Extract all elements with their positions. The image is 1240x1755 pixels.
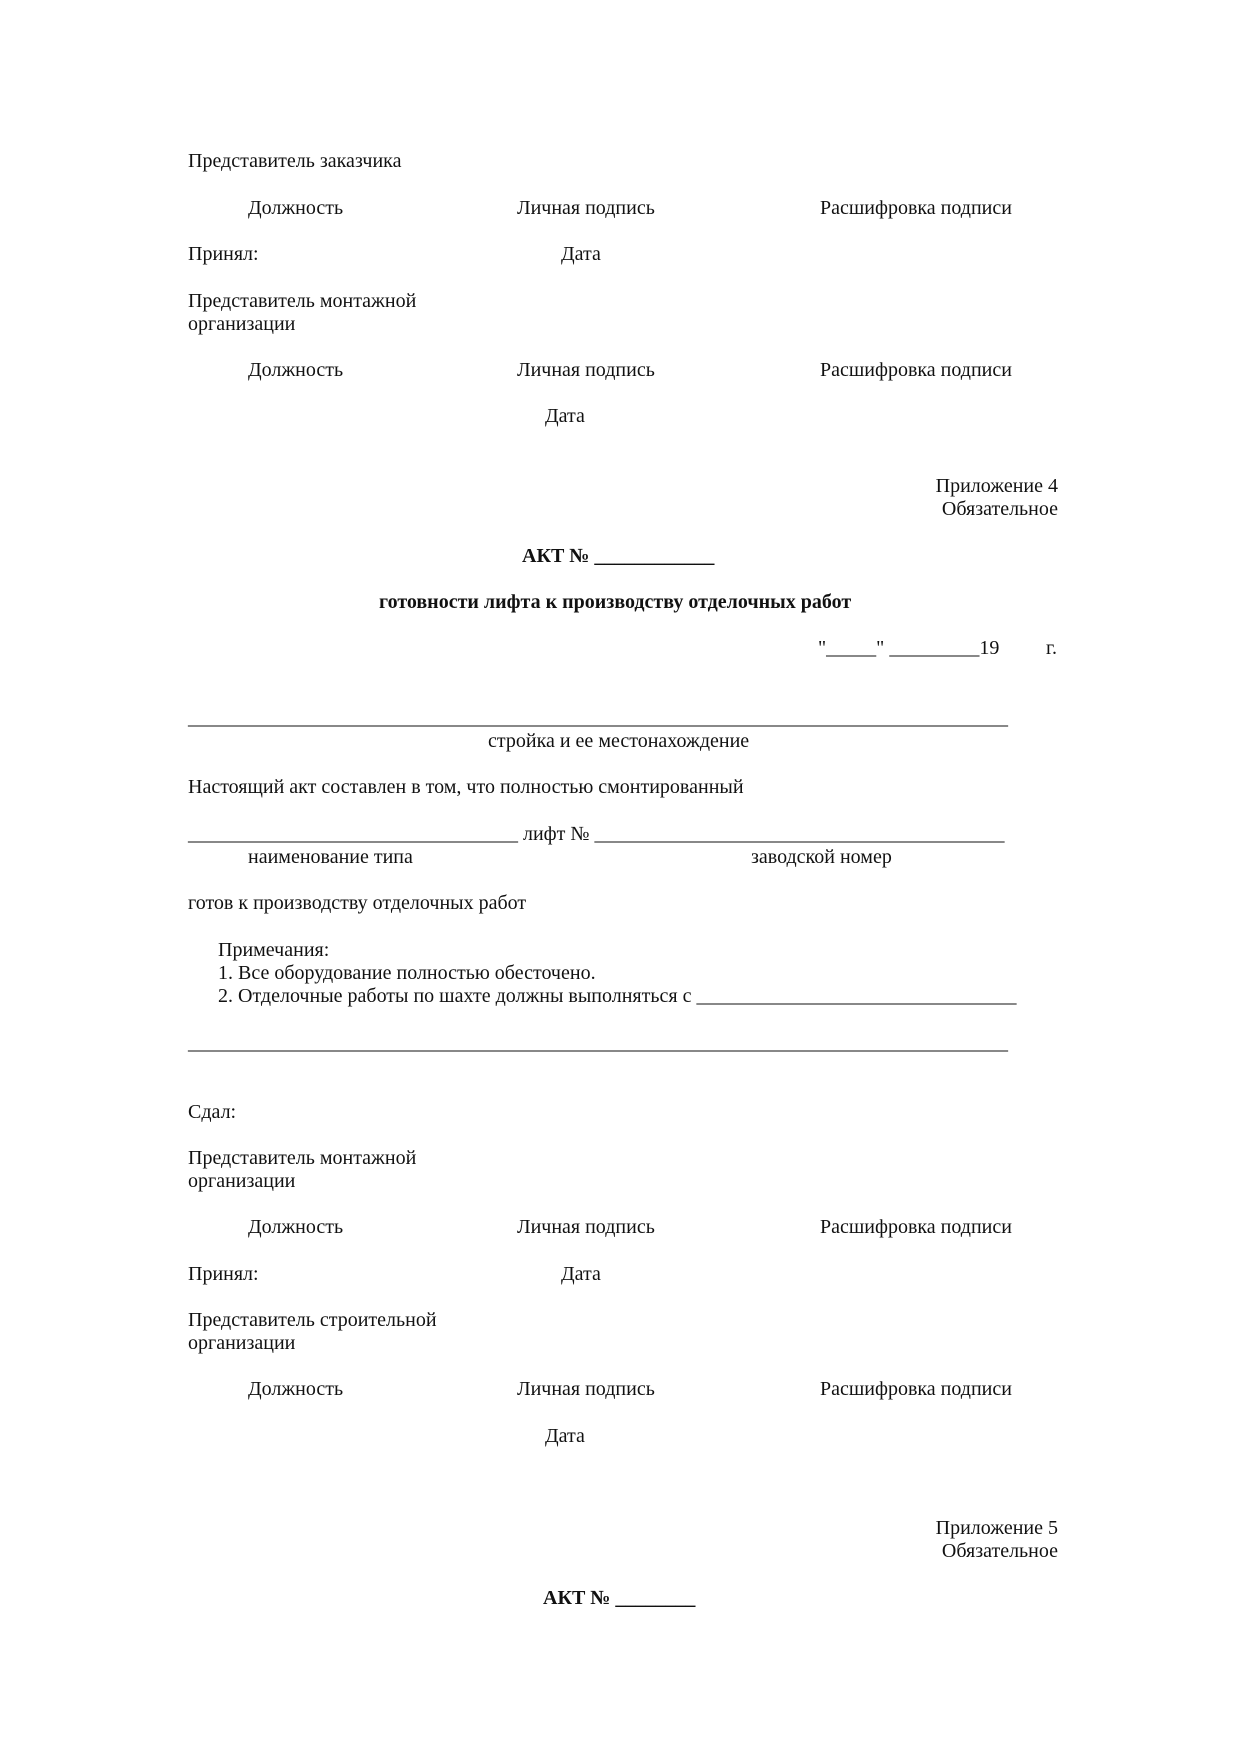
ready-text: готов к производству отделочных работ xyxy=(188,892,527,914)
act-title: АКТ № ____________ xyxy=(522,545,715,567)
signature-decode-label: Расшифровка подписи xyxy=(820,1378,1012,1400)
accepted-label: Принял: xyxy=(188,243,259,265)
customer-rep-label: Представитель заказчика xyxy=(188,150,402,172)
type-caption: наименование типа xyxy=(248,846,413,868)
statement-text: Настоящий акт составлен в том, что полностью смонтированный xyxy=(188,776,744,798)
note-item: 2. Отделочные работы по шахте должны выполняться с ________________________________ xyxy=(218,985,1017,1007)
signature-label: Личная подпись xyxy=(517,359,655,381)
position-label: Должность xyxy=(248,1216,344,1238)
appendix-required: Обязательное xyxy=(941,1540,1058,1562)
install-rep-label-cont: организации xyxy=(188,313,296,335)
signature-label: Личная подпись xyxy=(517,1216,655,1238)
notes-title: Примечания: xyxy=(218,939,330,961)
signature-decode-label: Расшифровка подписи xyxy=(820,1216,1012,1238)
handed-label: Сдал: xyxy=(188,1101,237,1123)
serial-caption: заводской номер xyxy=(751,846,892,868)
signature-label: Личная подпись xyxy=(517,197,655,219)
appendix-label: Приложение 4 xyxy=(935,475,1058,497)
install-rep-label-cont: организации xyxy=(188,1170,296,1192)
note-item: 1. Все оборудование полностью обесточено. xyxy=(218,962,596,984)
date-label: Дата xyxy=(545,405,585,427)
act-subtitle: готовности лифта к производству отделочных работ xyxy=(379,591,852,613)
site-caption: стройка и ее местонахождение xyxy=(488,730,750,752)
act-title: АКТ № ________ xyxy=(543,1587,696,1609)
date-label: Дата xyxy=(561,1263,601,1285)
date-line: "_____" _________19 xyxy=(818,637,1000,659)
signature-decode-label: Расшифровка подписи xyxy=(820,359,1012,381)
site-line: __________________________________________________________________________________ xyxy=(188,707,1008,729)
date-label: Дата xyxy=(561,243,601,265)
notes-line: __________________________________________________________________________________ xyxy=(188,1032,1008,1054)
install-rep-label: Представитель монтажной xyxy=(188,1147,417,1169)
accepted-label: Принял: xyxy=(188,1263,259,1285)
appendix-label: Приложение 5 xyxy=(935,1517,1058,1539)
signature-decode-label: Расшифровка подписи xyxy=(820,197,1012,219)
position-label: Должность xyxy=(248,1378,344,1400)
install-rep-label: Представитель монтажной xyxy=(188,290,417,312)
year-suffix: г. xyxy=(1046,637,1057,659)
signature-label: Личная подпись xyxy=(517,1378,655,1400)
appendix-required: Обязательное xyxy=(941,498,1058,520)
date-label: Дата xyxy=(545,1425,585,1447)
position-label: Должность xyxy=(248,359,344,381)
build-rep-label: Представитель строительной xyxy=(188,1309,437,1331)
lift-line: _________________________________ лифт № _________________________________________ xyxy=(188,823,1005,845)
build-rep-label-cont: организации xyxy=(188,1332,296,1354)
position-label: Должность xyxy=(248,197,344,219)
